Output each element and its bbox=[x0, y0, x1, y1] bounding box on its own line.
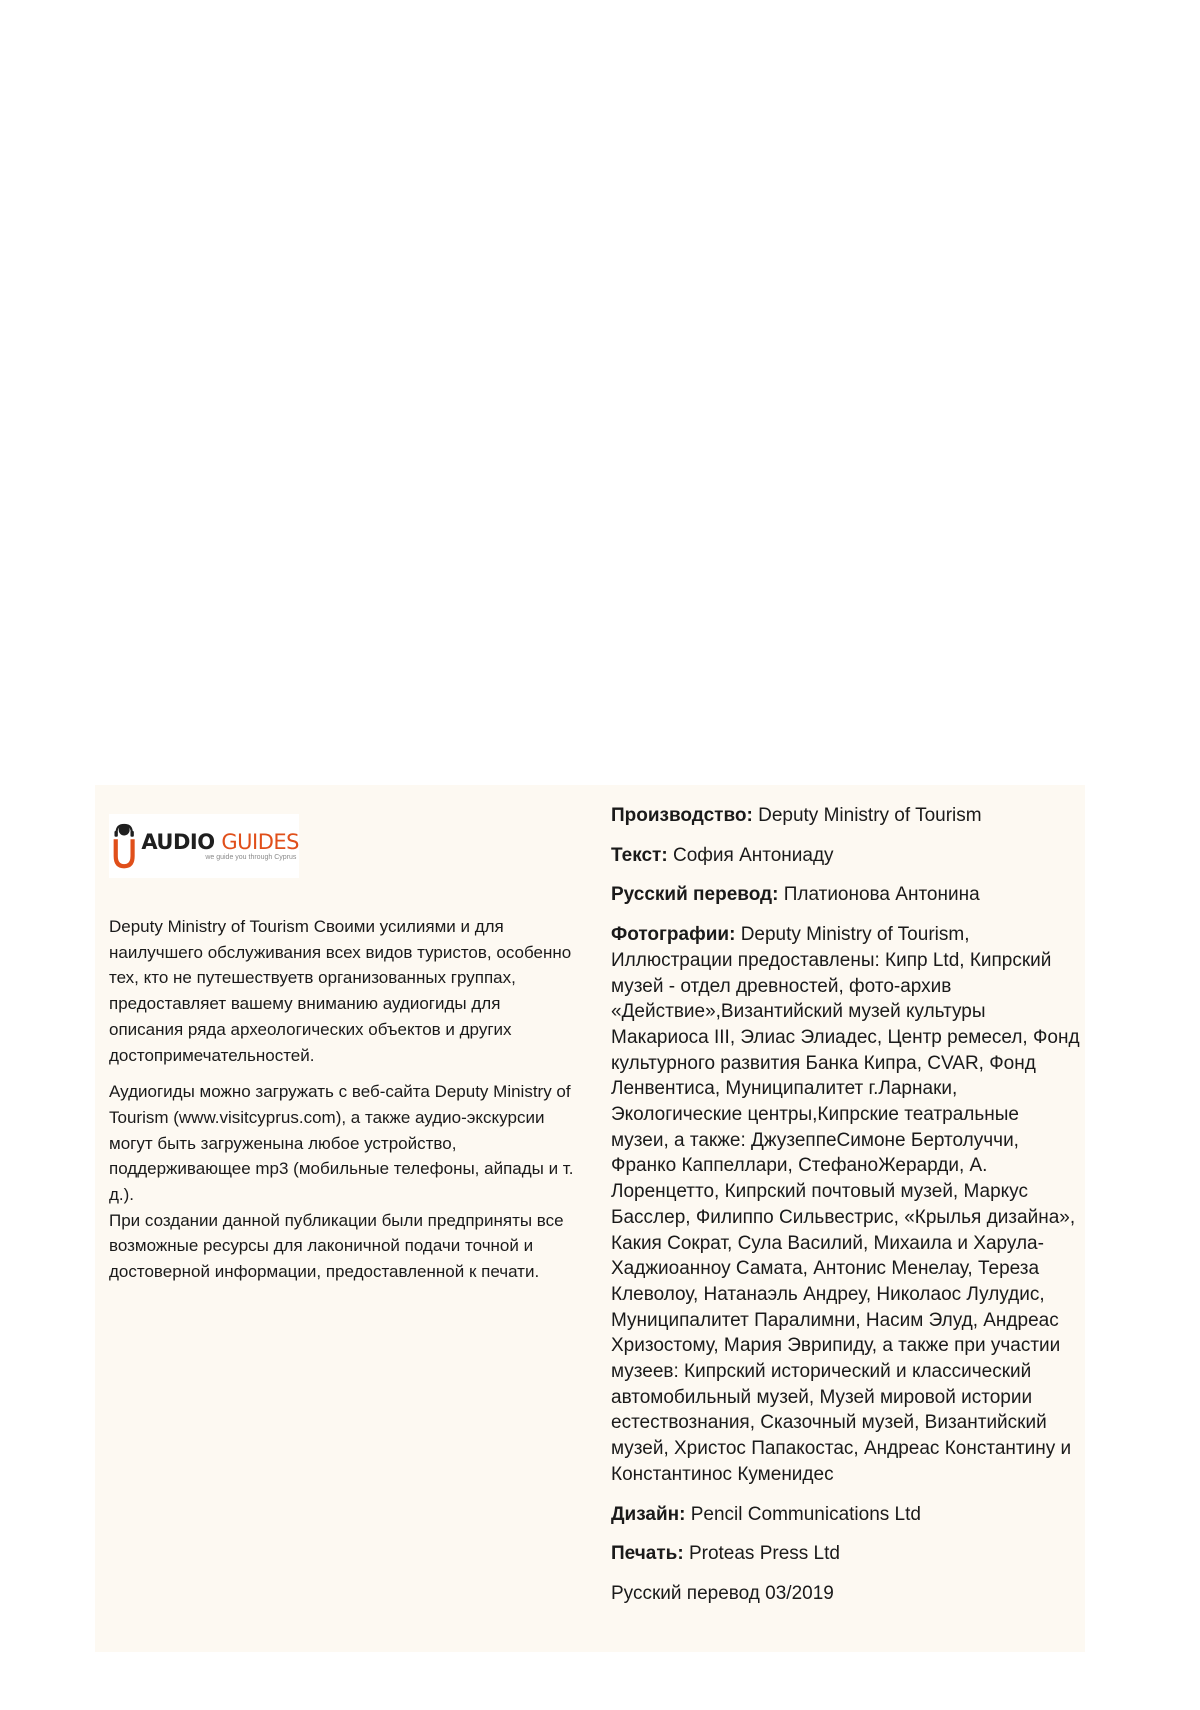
credit-label: Производство: bbox=[611, 805, 753, 826]
download-text: Аудиогиды можно загружать с веб-сайта Deputy Ministry of Tourism (www.visitcyprus.com), а также аудио-экскурсии могут быть загруженына любое устройство, поддерживающее mp3 (мобильные телефоны, айпады и т. д.). bbox=[109, 1082, 574, 1205]
credits-panel bbox=[95, 785, 1085, 1652]
credit-value: София Антониаду bbox=[672, 844, 834, 866]
logo-tagline: we guide you through Cyprus bbox=[205, 854, 297, 861]
credit-label: Русский перевод: bbox=[611, 884, 779, 906]
credit-text bbox=[611, 843, 1081, 869]
download-paragraph bbox=[109, 1079, 579, 1285]
credit-value: Pencil Communications Ltd bbox=[690, 1503, 921, 1525]
credit-translation bbox=[611, 882, 1081, 908]
credit-label: Печать: bbox=[611, 1543, 684, 1565]
logo-word-audio: AUDIO bbox=[141, 830, 215, 854]
disclaimer-text: При создании данной публикации были предприняты все возможные ресурсы для лаконичной подачи точной и достоверной информации, предоставленной к печати. bbox=[109, 1210, 564, 1282]
intro-text bbox=[109, 914, 579, 1296]
intro-paragraph: Deputy Ministry of Tourism Своими усилиями и для наилучшего обслуживания всех видов туристов, особенно тех, кто не путешествуетв организованных группах, предоставляет вашему вниманию аудиогиды для описания ряда археологических объектов и других достопримечательностей. bbox=[109, 917, 572, 1065]
credit-photos bbox=[611, 922, 1081, 1487]
edition-note: Русский перевод 03/2019 bbox=[611, 1582, 834, 1604]
credit-label: Текст: bbox=[611, 844, 668, 866]
headphones-person-icon bbox=[109, 818, 139, 874]
audio-guides-logo bbox=[109, 814, 299, 878]
credit-design bbox=[611, 1502, 1081, 1528]
credit-value: Proteas Press Ltd bbox=[688, 1543, 840, 1565]
credit-production bbox=[611, 803, 1081, 829]
credit-label: Фотографии: bbox=[611, 924, 736, 946]
credits-list bbox=[611, 803, 1081, 1621]
credit-print bbox=[611, 1541, 1081, 1567]
logo-word-guides: GUIDES bbox=[221, 830, 299, 854]
credit-value: Платионова Антонина bbox=[783, 884, 980, 906]
credit-value: Deputy Ministry of Tourism, Иллюстрации предоставлены: Кипр Ltd, Кипрский музей - отдел древностей, фото-архив «Действие»,Византийский музей культуры Макариоса III, Элиас Элиадес, Центр ремесел, Фонд культурного развития Банка Кипра, CVAR, Фонд Ленвентиса, Муниципалитет г.Ларнаки, Экологические центры,Кипрские театральные музеи, а также: ДжузеппеСимоне Бертолуччи, Франко Каппеллари, СтефаноЖерарди, А. Лоренцетто, Кипрский почтовый музей, Маркус Басслер, Филиппо Сильвестрис, «Крылья дизайна», Какия Сократ, Сула Василий, Михаила и Харула-Хаджиоанноу Самата, Антонис Менелау, Тереза Клеволоу, Натанаэль Андреу, Николаос Лулудис, Муниципалитет Паралимни, Насим Элуд, Андреас Хризостому, Мария Эврипиду, а также при участии музеев: Кипрский исторический и классический автомобильный музей, Музей мировой истории естествознания, Сказочный музей, Византийский музей, Христос Папакостас, Андреас Константину и Константинос Куменидес bbox=[611, 924, 1080, 1485]
credit-label: Дизайн: bbox=[611, 1503, 686, 1525]
credit-value: Deputy Ministry of Tourism bbox=[758, 805, 982, 826]
